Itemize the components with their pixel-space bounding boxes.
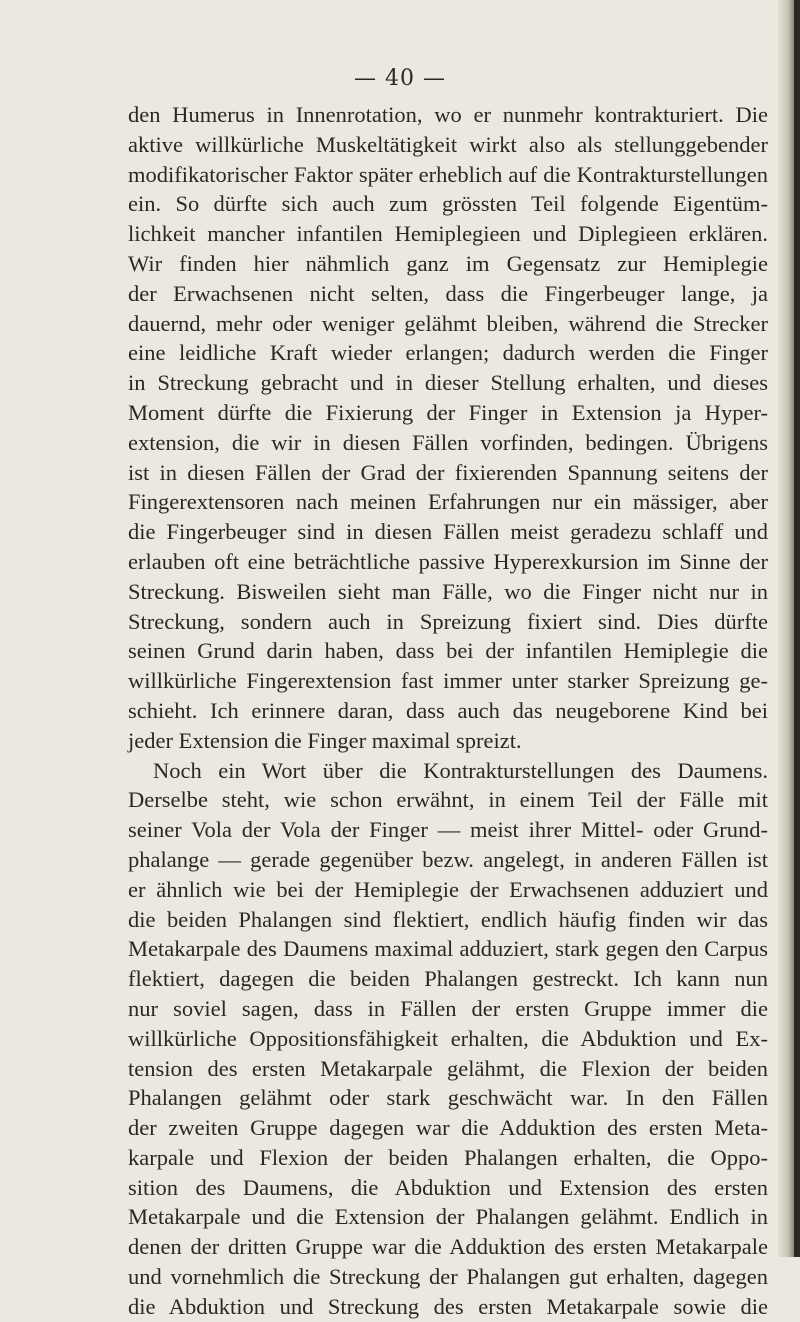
text-line: Streckung. Bisweilen sieht man Fälle, wo die Finger nicht nur in: [128, 578, 768, 604]
text-line: Noch ein Wort über die Kontrakturstellungen des Daumens.: [153, 757, 768, 783]
text-line: den Humerus in Innenrotation, wo er nunmehr kontrakturiert. Die: [128, 102, 768, 127]
text-line: denen der dritten Gruppe war die Adduktion des ersten Metakarpale: [128, 1234, 768, 1260]
text-line: sition des Daumens, die Abduktion und Extension des ersten: [128, 1174, 768, 1200]
text-line: dauernd, mehr oder weniger gelähmt bleiben, während die Strecker: [128, 310, 768, 336]
text-line: extension, die wir in diesen Fällen vorfinden, bedingen. Übrigens: [128, 429, 768, 455]
text-line: nur soviel sagen, dass in Fällen der ersten Gruppe immer die: [128, 995, 768, 1021]
text-line: willkürliche Fingerextension fast immer unter starker Spreizung ge-: [128, 668, 768, 694]
text-line: Derselbe steht, wie schon erwähnt, in einem Teil der Fälle mit: [128, 787, 768, 813]
text-line: seinen Grund darin haben, dass bei der infantilen Hemiplegie die: [128, 638, 768, 664]
text-line: Phalangen gelähmt oder stark geschwächt war. In den Fällen: [128, 1085, 768, 1111]
text-line: und vornehmlich die Streckung der Phalangen gut erhalten, dagegen: [128, 1264, 768, 1290]
text-line: die Fingerbeuger sind in diesen Fällen meist geradezu schlaff und: [128, 519, 768, 545]
text-line: der Erwachsenen nicht selten, dass die Fingerbeuger lange, ja: [128, 280, 768, 306]
text-line: die Abduktion und Streckung des ersten Metakarpale sowie die: [128, 1293, 768, 1319]
text-line: Moment dürfte die Fixierung der Finger in Extension ja Hyper-: [128, 399, 768, 425]
text-line: der zweiten Gruppe dagegen war die Adduktion des ersten Meta-: [128, 1115, 768, 1141]
text-line: tension des ersten Metakarpale gelähmt, die Flexion der beiden: [128, 1055, 768, 1081]
text-line: ist in diesen Fällen der Grad der fixierenden Spannung seitens der: [128, 459, 768, 485]
text-line: willkürliche Oppositionsfähigkeit erhalten, die Abduktion und Ex-: [128, 1025, 768, 1051]
text-line: flektiert, dagegen die beiden Phalangen gestreckt. Ich kann nun: [128, 966, 768, 992]
paragraph: [128, 756, 768, 1322]
text-line: aktive willkürliche Muskeltätigkeit wirkt also als stellunggebender: [128, 131, 768, 157]
body-text: [128, 100, 768, 1322]
text-line: phalange — gerade gegenüber bezw. angelegt, in anderen Fällen ist: [128, 846, 768, 872]
text-line: karpale und Flexion der beiden Phalangen erhalten, die Oppo-: [128, 1144, 768, 1170]
text-line: erlauben oft eine beträchtliche passive Hyperexkursion im Sinne der: [128, 548, 768, 574]
text-line: eine leidliche Kraft wieder erlangen; dadurch werden die Finger: [128, 340, 768, 366]
text-line: schieht. Ich erinnere daran, dass auch das neugeborene Kind bei: [128, 697, 768, 723]
page-number: — 40 —: [354, 66, 446, 91]
text-line: jeder Extension die Finger maximal spreizt.: [128, 727, 522, 753]
text-line: er ähnlich wie bei der Hemiplegie der Erwachsenen adduziert und: [128, 876, 768, 902]
text-line: Metakarpale und die Extension der Phalangen gelähmt. Endlich in: [128, 1204, 768, 1230]
text-line: Fingerextensoren nach meinen Erfahrungen nur ein mässiger, aber: [128, 489, 768, 515]
book-binding-edge: [794, 0, 800, 1257]
text-line: in Streckung gebracht und in dieser Stellung erhalten, und dieses: [128, 370, 768, 396]
text-line: die beiden Phalangen sind flektiert, endlich häufig finden wir das: [128, 906, 768, 932]
text-line: Wir finden hier nähmlich ganz im Gegensatz zur Hemiplegie: [128, 250, 768, 276]
text-line: seiner Vola der Vola der Finger — meist ihrer Mittel- oder Grund-: [128, 817, 768, 843]
text-line: ein. So dürfte sich auch zum grössten Teil folgende Eigentüm-: [128, 191, 768, 217]
paragraph: [128, 100, 768, 756]
text-line: lichkeit mancher infantilen Hemiplegieen und Diplegieen erklären.: [128, 221, 768, 247]
text-line: modifikatorischer Faktor später erheblich auf die Kontrakturstellungen: [128, 161, 768, 187]
text-line: Streckung, sondern auch in Spreizung fixiert sind. Dies dürfte: [128, 608, 768, 634]
text-line: Metakarpale des Daumens maximal adduziert, stark gegen den Carpus: [128, 936, 768, 962]
